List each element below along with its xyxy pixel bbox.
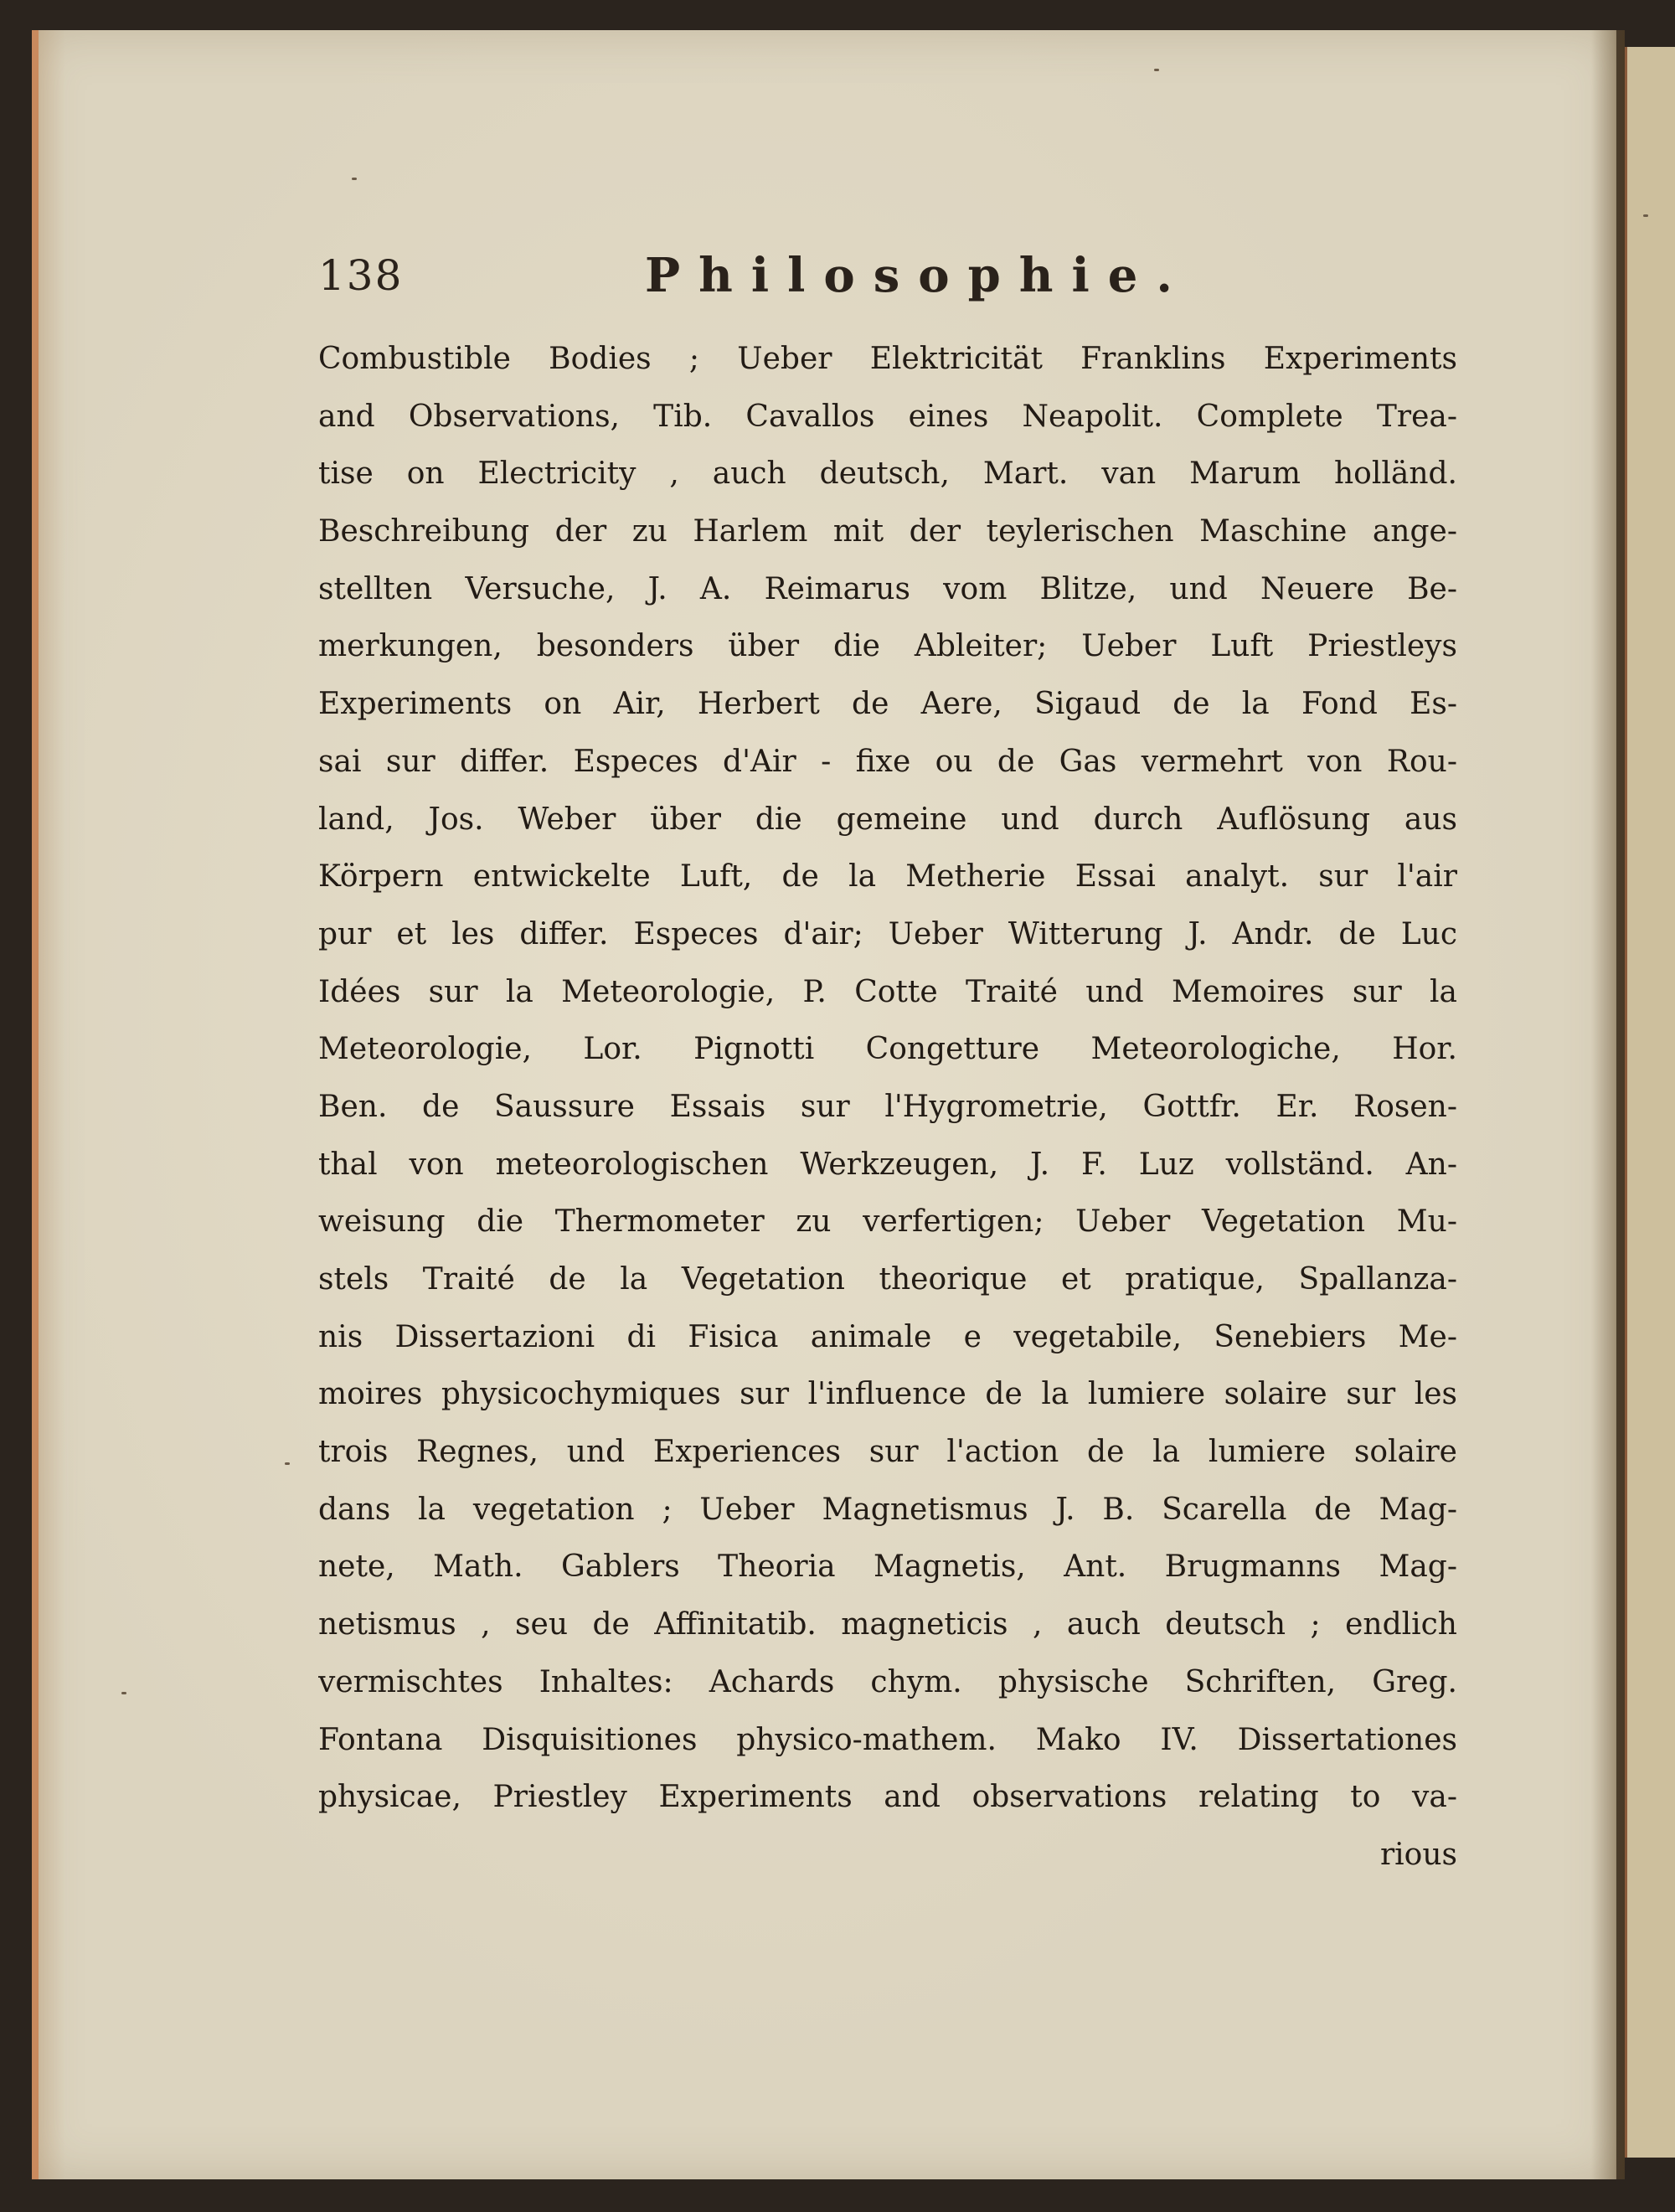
page-number: 138 bbox=[318, 251, 404, 300]
text-line: vermischtes Inhaltes: Achards chym. physische Schriften, Greg. bbox=[318, 1664, 1457, 1699]
ink-speck bbox=[1154, 69, 1159, 71]
text-line: land, Jos. Weber über die gemeine und durch Auflösung aus bbox=[318, 802, 1457, 837]
text-line: Ben. de Saussure Essais sur l'Hygrometrie, Gottfr. Er. Rosen- bbox=[318, 1089, 1457, 1124]
ink-speck bbox=[121, 1692, 126, 1694]
text-line: Combustible Bodies ; Ueber Elektricität Franklins Experiments bbox=[318, 342, 1457, 376]
text-line: weisung die Thermometer zu verfertigen; Ueber Vegetation Mu- bbox=[318, 1204, 1457, 1240]
page-header bbox=[318, 248, 1491, 318]
text-line: and Observations, Tib. Cavallos eines Neapolit. Complete Trea- bbox=[318, 399, 1457, 434]
text-line: Experiments on Air, Herbert de Aere, Sigaud de la Fond Es- bbox=[318, 687, 1457, 722]
text-line: Idées sur la Meteorologie, P. Cotte Traité und Memoires sur la bbox=[318, 974, 1457, 1009]
binding-gutter bbox=[1591, 30, 1625, 2179]
page-edge bbox=[32, 30, 39, 2179]
text-line: tise on Electricity , auch deutsch, Mart. van Marum holländ. bbox=[318, 456, 1457, 492]
text-line: dans la vegetation ; Ueber Magnetismus J. B. Scarella de Mag- bbox=[318, 1492, 1457, 1527]
catchword: rious bbox=[1379, 1837, 1457, 1872]
text-line: thal von meteorologischen Werkzeugen, J. F. Luz vollständ. An- bbox=[318, 1147, 1457, 1182]
facing-page-edge bbox=[1625, 47, 1675, 2158]
text-line: netismus , seu de Affinitatib. magneticis , auch deutsch ; endlich bbox=[318, 1607, 1457, 1642]
text-line: stels Traité de la Vegetation theorique et pratique, Spallanza- bbox=[318, 1262, 1457, 1297]
text-line: Körpern entwickelte Luft, de la Metherie Essai analyt. sur l'air bbox=[318, 859, 1457, 895]
text-line: Fontana Disquisitiones physico-mathem. Mako IV. Dissertationes bbox=[318, 1722, 1457, 1757]
text-line: Meteorologie, Lor. Pignotti Congetture Meteorologiche, Hor. bbox=[318, 1032, 1457, 1067]
ink-speck bbox=[285, 1462, 290, 1465]
text-line: stellten Versuche, J. A. Reimarus vom Blitze, und Neuere Be- bbox=[318, 571, 1457, 606]
text-line: Beschreibung der zu Harlem mit der teylerischen Maschine ange- bbox=[318, 514, 1457, 549]
text-line: sai sur differ. Especes d'Air - fixe ou de Gas vermehrt von Rou- bbox=[318, 744, 1457, 779]
ink-speck bbox=[1643, 214, 1648, 217]
running-head: Philosophie. bbox=[645, 248, 1191, 303]
text-line: nis Dissertazioni di Fisica animale e vegetabile, Senebiers Me- bbox=[318, 1319, 1457, 1354]
text-line: physicae, Priestley Experiments and observations relating to va- bbox=[318, 1780, 1457, 1815]
text-line: pur et les differ. Especes d'air; Ueber Witterung J. Andr. de Luc bbox=[318, 916, 1457, 951]
text-line: trois Regnes, und Experiences sur l'action de la lumiere solaire bbox=[318, 1435, 1457, 1470]
text-line: moires physicochymiques sur l'influence de la lumiere solaire sur les bbox=[318, 1377, 1457, 1412]
ink-speck bbox=[352, 178, 357, 180]
text-line: nete, Math. Gablers Theoria Magnetis, Ant. Brugmanns Mag- bbox=[318, 1549, 1457, 1585]
body-text bbox=[318, 331, 1457, 1885]
text-line: merkungen, besonders über die Ableiter; Ueber Luft Priestleys bbox=[318, 629, 1457, 664]
